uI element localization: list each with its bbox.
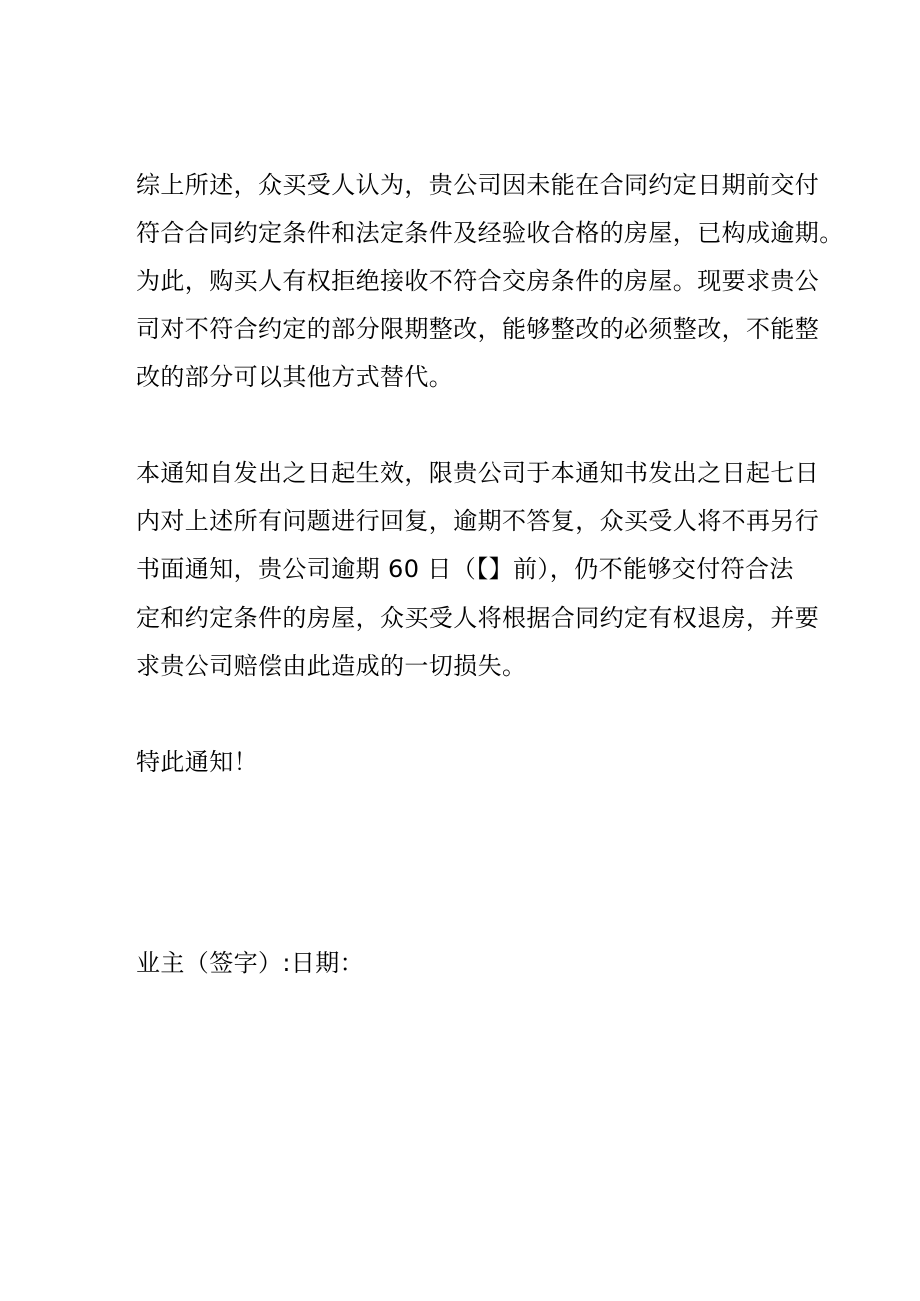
paragraph-line: 综上所述，众买受人认为，贵公司因未能在合同约定日期前交付 — [136, 171, 820, 199]
paragraph-line: 内对上述所有问题进行回复，逾期不答复，众买受人将不再另行 — [136, 507, 820, 535]
paragraph-line: 本通知自发出之日起生效，限贵公司于本通知书发出之日起七日 — [136, 459, 820, 487]
closing-statement: 特此通知！ — [136, 748, 258, 776]
paragraph-line: 改的部分可以其他方式替代。 — [136, 363, 454, 391]
paragraph-line: 求贵公司赔偿由此造成的一切损失。 — [136, 652, 527, 680]
paragraph-line: 符合合同约定条件和法定条件及经验收合格的房屋，已构成逾期。 — [136, 219, 844, 247]
paragraph-line: 司对不符合约定的部分限期整改，能够整改的必须整改，不能整 — [136, 315, 820, 343]
signature-date-line: 业主（签字）:日期： — [136, 949, 365, 977]
paragraph-line: 为此，购买人有权拒绝接收不符合交房条件的房屋。现要求贵公 — [136, 267, 820, 295]
paragraph-line: 书面通知，贵公司逾期 60 日（【】前），仍不能够交付符合法 — [136, 555, 794, 583]
paragraph-line: 定和约定条件的房屋，众买受人将根据合同约定有权退房，并要 — [136, 604, 820, 632]
